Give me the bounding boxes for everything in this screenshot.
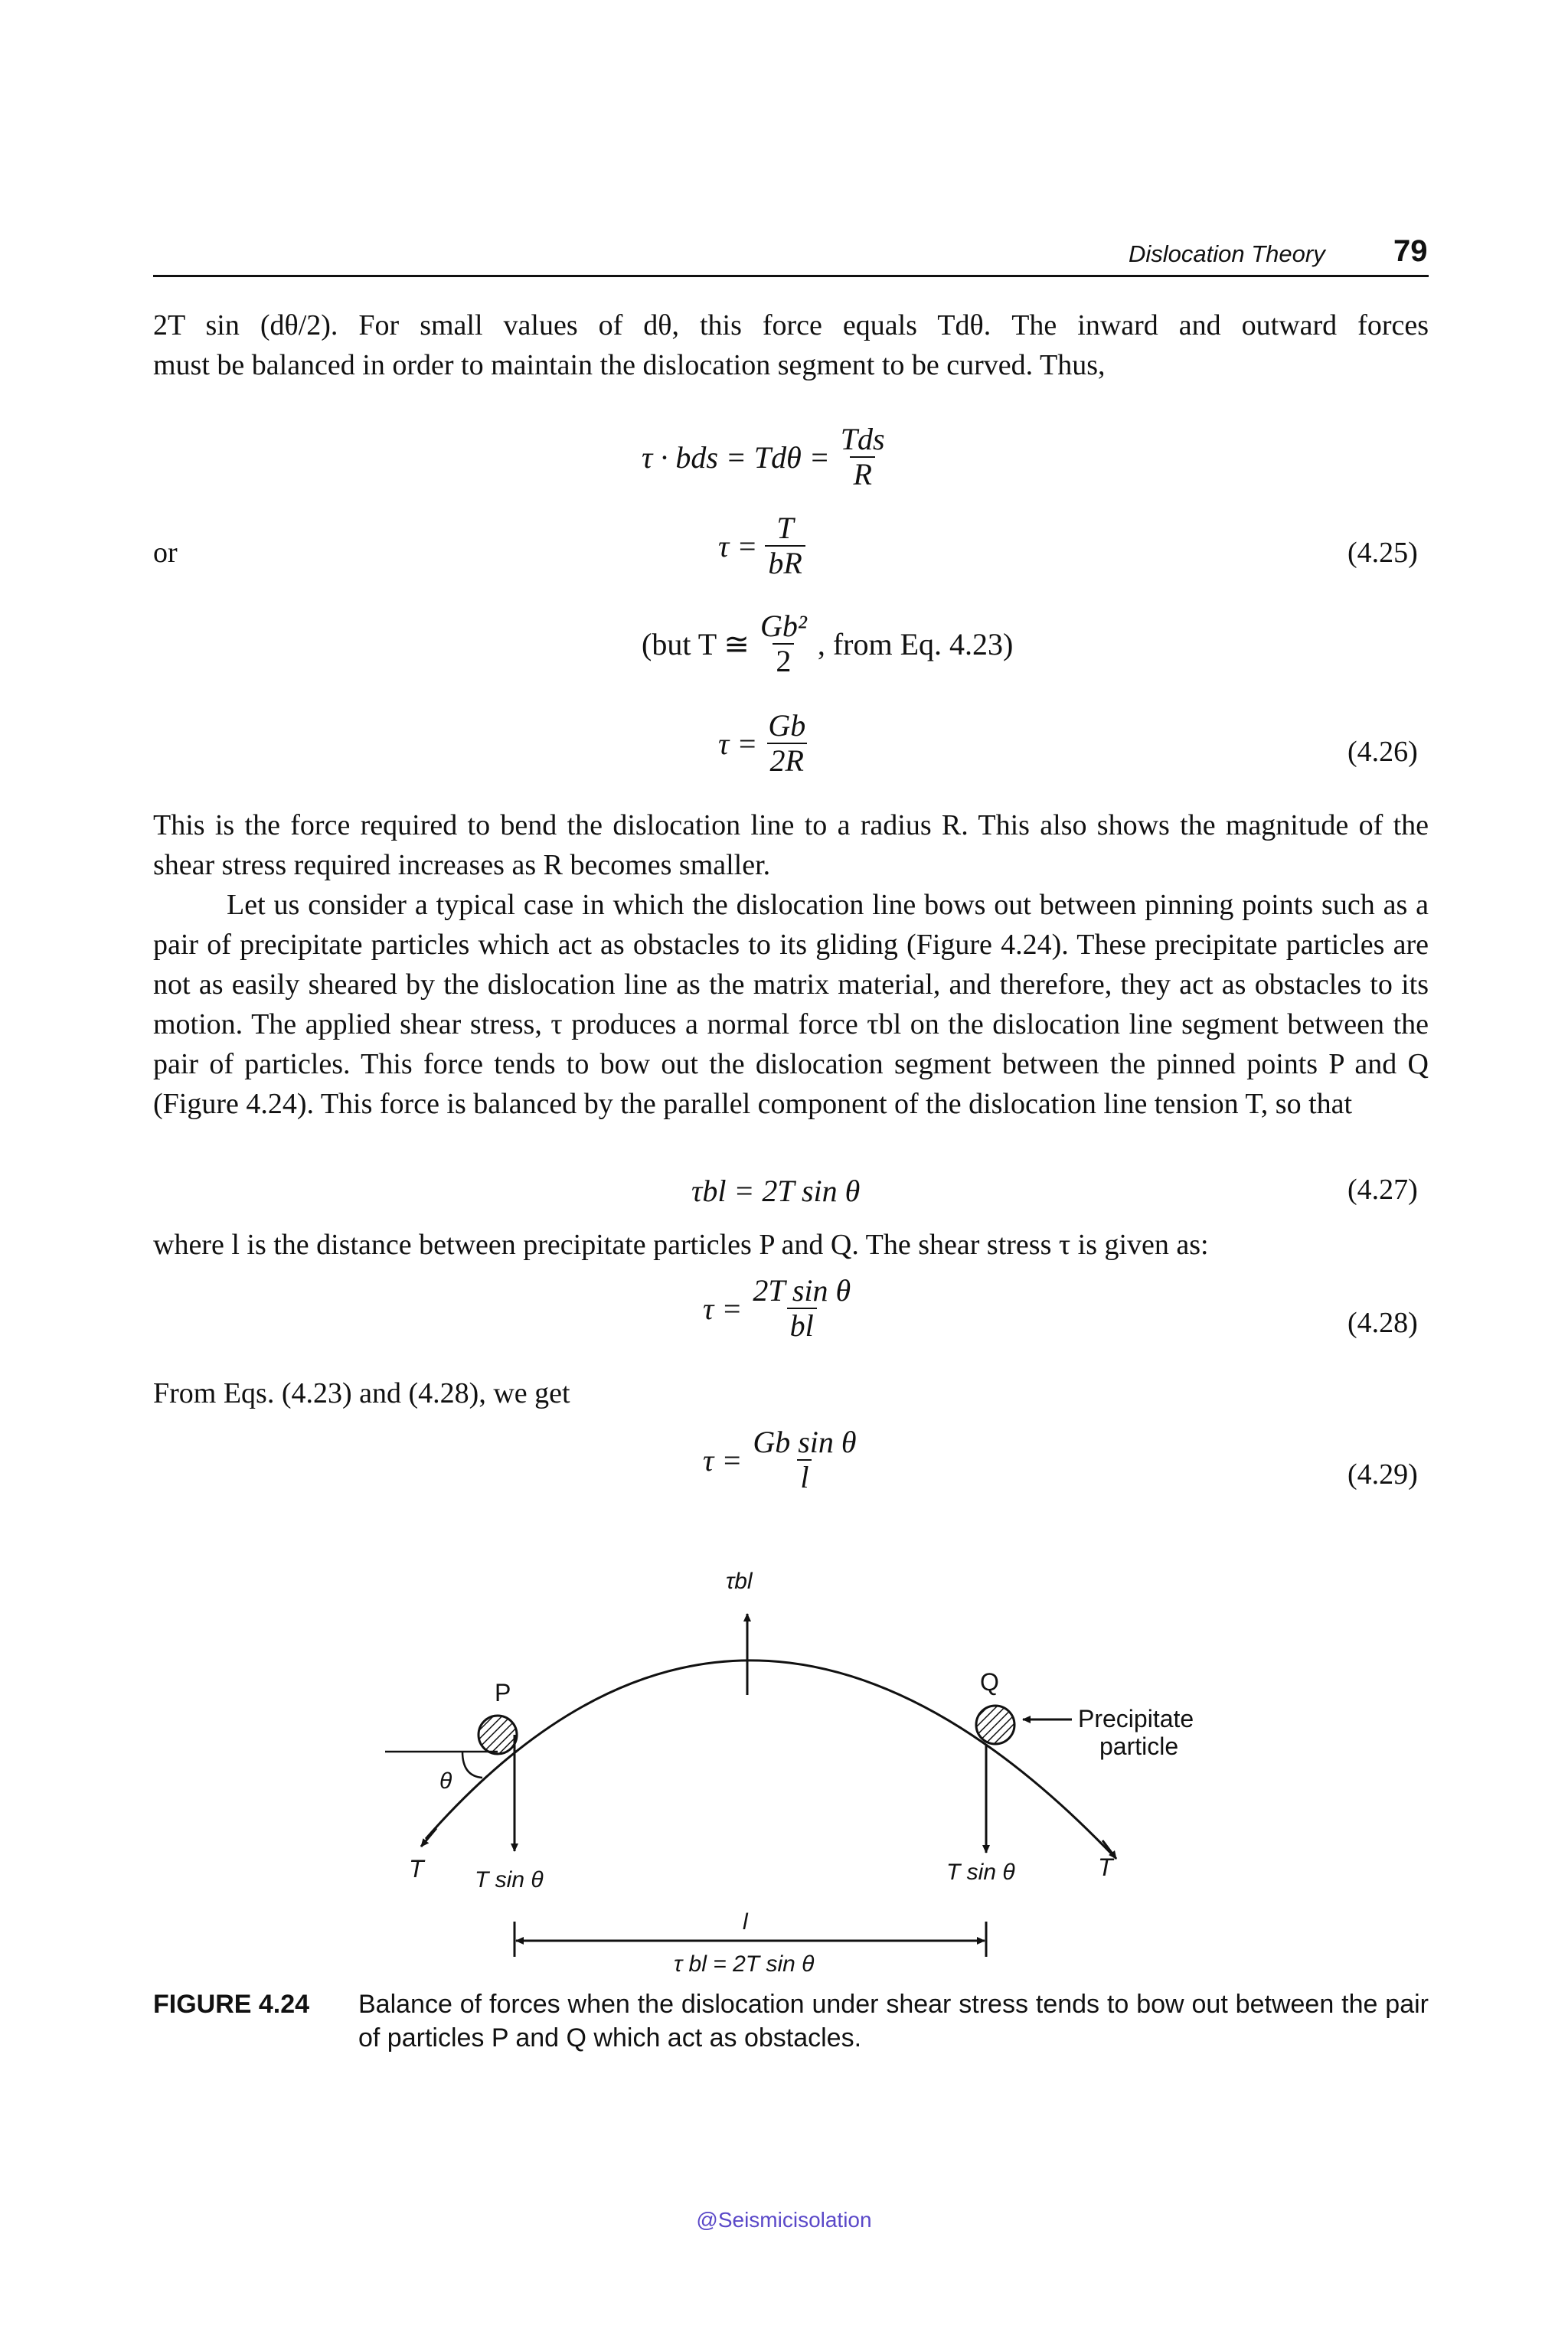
theta-arc <box>462 1752 482 1778</box>
label-t-sin-right: T sin θ <box>946 1860 1015 1885</box>
fraction-numerator: Tds <box>840 422 885 456</box>
or-label: or <box>153 537 178 569</box>
fraction-numerator: T <box>776 511 794 545</box>
fraction-numerator: Gb sin θ <box>753 1425 857 1459</box>
fraction-denominator: l <box>797 1459 812 1494</box>
label-t-sin-left: T sin θ <box>475 1867 544 1892</box>
label-precipitate-1: Precipitate <box>1078 1705 1194 1732</box>
label-bottom-eq: τ bl = 2T sin θ <box>674 1951 815 1977</box>
figure-caption-text: Balance of forces when the dislocation under shear stress tends to bow out between the pair of particles P and Q which act as obstacles. <box>358 1990 1429 2053</box>
equation-lhs: τ = <box>703 1442 743 1478</box>
paragraph-from-eqs: From Eqs. (4.23) and (4.28), we get <box>153 1377 570 1409</box>
label-q: Q <box>980 1668 999 1696</box>
paragraph-bowing: Let us consider a typical case in which the dislocation line bows out between pinning points such as a pair of precipitate particles which act as obstacles to its gliding (Figure 4.24). These precipitate particles are not as easily sheared by the dislocation line as the matrix material, and therefore, they act as obstacles to its motion. The applied shear stress, τ produces a normal force τbl on the dislocation line segment between the pair of particles. This force tends to bow out the dislocation segment between the pinned points P and Q (Figure 4.24). This force is balanced by the parallel component of the dislocation line tension T, so that <box>153 889 1429 1120</box>
label-t-left: T <box>409 1855 424 1883</box>
equation-lhs: τ = <box>703 1291 743 1326</box>
label-t-right: T <box>1098 1853 1113 1881</box>
equation-number-4-29: (4.29) <box>1348 1458 1418 1491</box>
label-l: l <box>743 1909 748 1935</box>
equation-number-4-25: (4.25) <box>1348 537 1418 569</box>
label-tbl-top: τbl <box>726 1569 753 1594</box>
equation-lhs: τ · bds = Tdθ = <box>642 439 830 475</box>
note-suffix: , from Eq. 4.23) <box>817 626 1014 661</box>
equation-text: τbl = 2T sin θ <box>691 1174 861 1208</box>
intro-line-2: must be balanced in order to maintain the dislocation segment to be curved. Thus, <box>153 349 1106 381</box>
equation-number-4-26: (4.26) <box>1348 736 1418 768</box>
fraction-denominator: 2 <box>773 643 794 678</box>
equation-lhs: τ = <box>718 726 758 761</box>
label-theta: θ <box>439 1768 452 1794</box>
page-number: 79 <box>1393 234 1428 268</box>
fraction-denominator: bl <box>787 1308 817 1343</box>
fraction-numerator: 2T sin θ <box>753 1273 851 1308</box>
label-precipitate-2: particle <box>1099 1732 1179 1760</box>
fraction-numerator: Gb² <box>760 609 807 643</box>
fraction-denominator: R <box>850 456 874 491</box>
equation-number-4-28: (4.28) <box>1348 1307 1418 1339</box>
fraction-denominator: 2R <box>767 743 807 778</box>
t-left-arrow <box>421 1828 436 1847</box>
figure-caption-label: FIGURE 4.24 <box>153 1990 310 2019</box>
equation-lhs: τ = <box>718 528 758 563</box>
intro-line-1: 2T sin (dθ/2). For small values of dθ, this force equals Tdθ. The inward and outward forces <box>153 309 1429 341</box>
equation-number-4-27: (4.27) <box>1348 1174 1418 1206</box>
fraction-numerator: Gb <box>768 708 806 743</box>
fraction-denominator: bR <box>765 545 805 580</box>
watermark: @Seismicisolation <box>696 2208 872 2232</box>
label-p: P <box>495 1679 511 1706</box>
dislocation-line <box>426 1661 1115 1857</box>
running-header-title: Dislocation Theory <box>1129 240 1325 267</box>
particle-p <box>479 1716 517 1754</box>
particle-q <box>976 1706 1014 1744</box>
paragraph-bend-radius: This is the force required to bend the dislocation line to a radius R. This also shows the magnitude of the shear stress required increases as R becomes smaller. <box>153 809 1429 881</box>
paragraph-distance: where l is the distance between precipitate particles P and Q. The shear stress τ is given as: <box>153 1229 1209 1261</box>
note-prefix: (but T ≅ <box>642 626 750 661</box>
